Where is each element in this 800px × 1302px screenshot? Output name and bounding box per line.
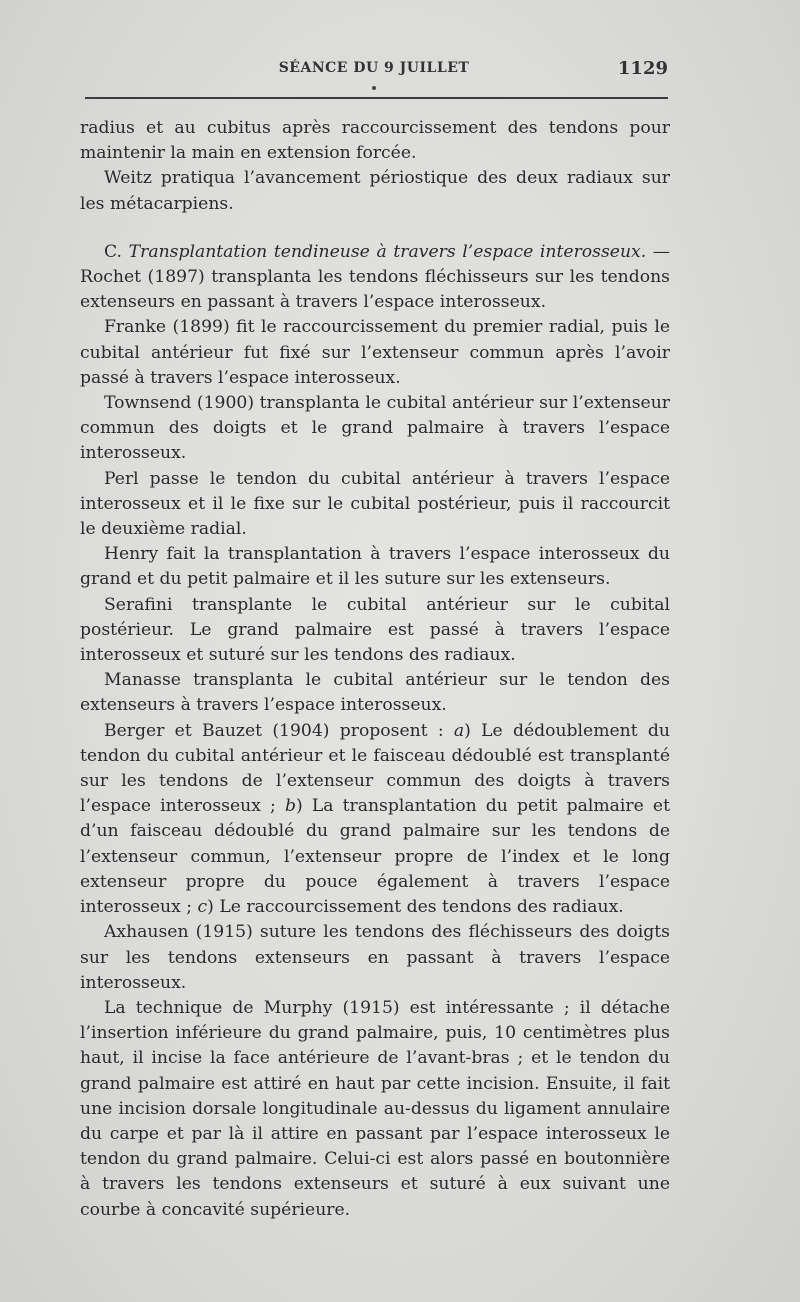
paragraph: Henry fait la transplantation à travers l’espace interosseux du grand et du petit palmaire et il les suture sur les extenseurs.: [80, 544, 670, 590]
page-number: 1129: [617, 58, 668, 79]
paragraph: Axhausen (1915) suture les tendons des fléchisseurs des doigts sur les tendons extenseurs en passant à travers l’espace interosseux.: [80, 922, 670, 993]
section-paragraph: [80, 240, 670, 316]
paragraph-text: ) La transplantation du petit palmaire et d’un faisceau dédoublé du grand palmaire sur les tendons de l’extenseur commun, l’extenseur propre de l’index et le long extenseur propre du pouce également à travers l’espace interosseux ;: [80, 796, 670, 918]
paragraph-text: Berger et Bauzet (1904) proposent :: [104, 720, 454, 741]
paragraph: Manasse transplanta le cubital antérieur sur le tendon des extenseurs à travers l’espace interosseux.: [80, 670, 670, 716]
paragraph: [80, 719, 670, 921]
list-marker: c: [197, 897, 208, 918]
page-header: [80, 58, 668, 88]
paragraph-text: ) Le raccourcissement des tendons des radiaux.: [207, 897, 624, 918]
running-title: SÉANCE DU 9 JUILLET: [278, 60, 470, 76]
paragraph-text: — Rochet (1897) transplanta les tendons fléchisseurs sur les tendons extenseurs en passant à travers l’espace interosseux.: [80, 241, 670, 313]
section-label: C.: [104, 241, 129, 262]
header-rule: [85, 97, 668, 99]
paragraph: Franke (1899) fit le raccourcissement du premier radial, puis le cubital antérieur fut fixé sur l’extenseur commun après l’avoir passé à travers l’espace interosseux.: [80, 317, 670, 388]
list-marker: b: [284, 796, 296, 817]
paragraph: Weitz pratiqua l’avancement périostique des deux radiaux sur les métacarpiens.: [80, 168, 670, 214]
paragraph: radius et au cubitus après raccourcissement des tendons pour maintenir la main en extension forcée.: [80, 118, 670, 164]
paragraph-text: ) Le dédoublement du tendon du cubital antérieur et le faisceau dédoublé est transplanté sur les tendons de l’extenseur commun des doigts à travers l’espace interosseux ;: [80, 720, 670, 817]
section-title: Transplantation tendineuse à travers l’espace interosseux.: [128, 241, 647, 262]
paragraph: Townsend (1900) transplanta le cubital antérieur sur l’extenseur commun des doigts et le grand palmaire à travers l’espace interosseux.: [80, 393, 670, 464]
paragraph: Serafini transplante le cubital antérieur sur le cubital postérieur. Le grand palmaire est passé à travers l’espace interosseux et suturé sur les tendons des radiaux.: [80, 594, 670, 666]
header-ornament: [372, 86, 376, 90]
paragraph: Perl passe le tendon du cubital antérieur à travers l’espace interosseux et il le fixe sur le cubital postérieur, puis il raccourcit le deuxième radial.: [80, 468, 670, 540]
list-marker: a: [453, 720, 465, 741]
paragraph: La technique de Murphy (1915) est intéressante ; il détache l’insertion inférieure du grand palmaire, puis, 10 centimètres plus haut, il incise la face antérieure de l’avant-bras ; et le tendon du grand palmaire est attiré en haut par cette incision. Ensuite, il fait une incision dorsale longitudinale au-dessus du ligament annulaire du carpe et par là il attire en passant par l’espace interosseux le tendon du grand palmaire. Celui-ci est alors passé en boutonnière à travers les tendons extenseurs et suturé à eux suivant une courbe à concavité supérieure.: [80, 997, 670, 1220]
body-text: [80, 116, 670, 1223]
